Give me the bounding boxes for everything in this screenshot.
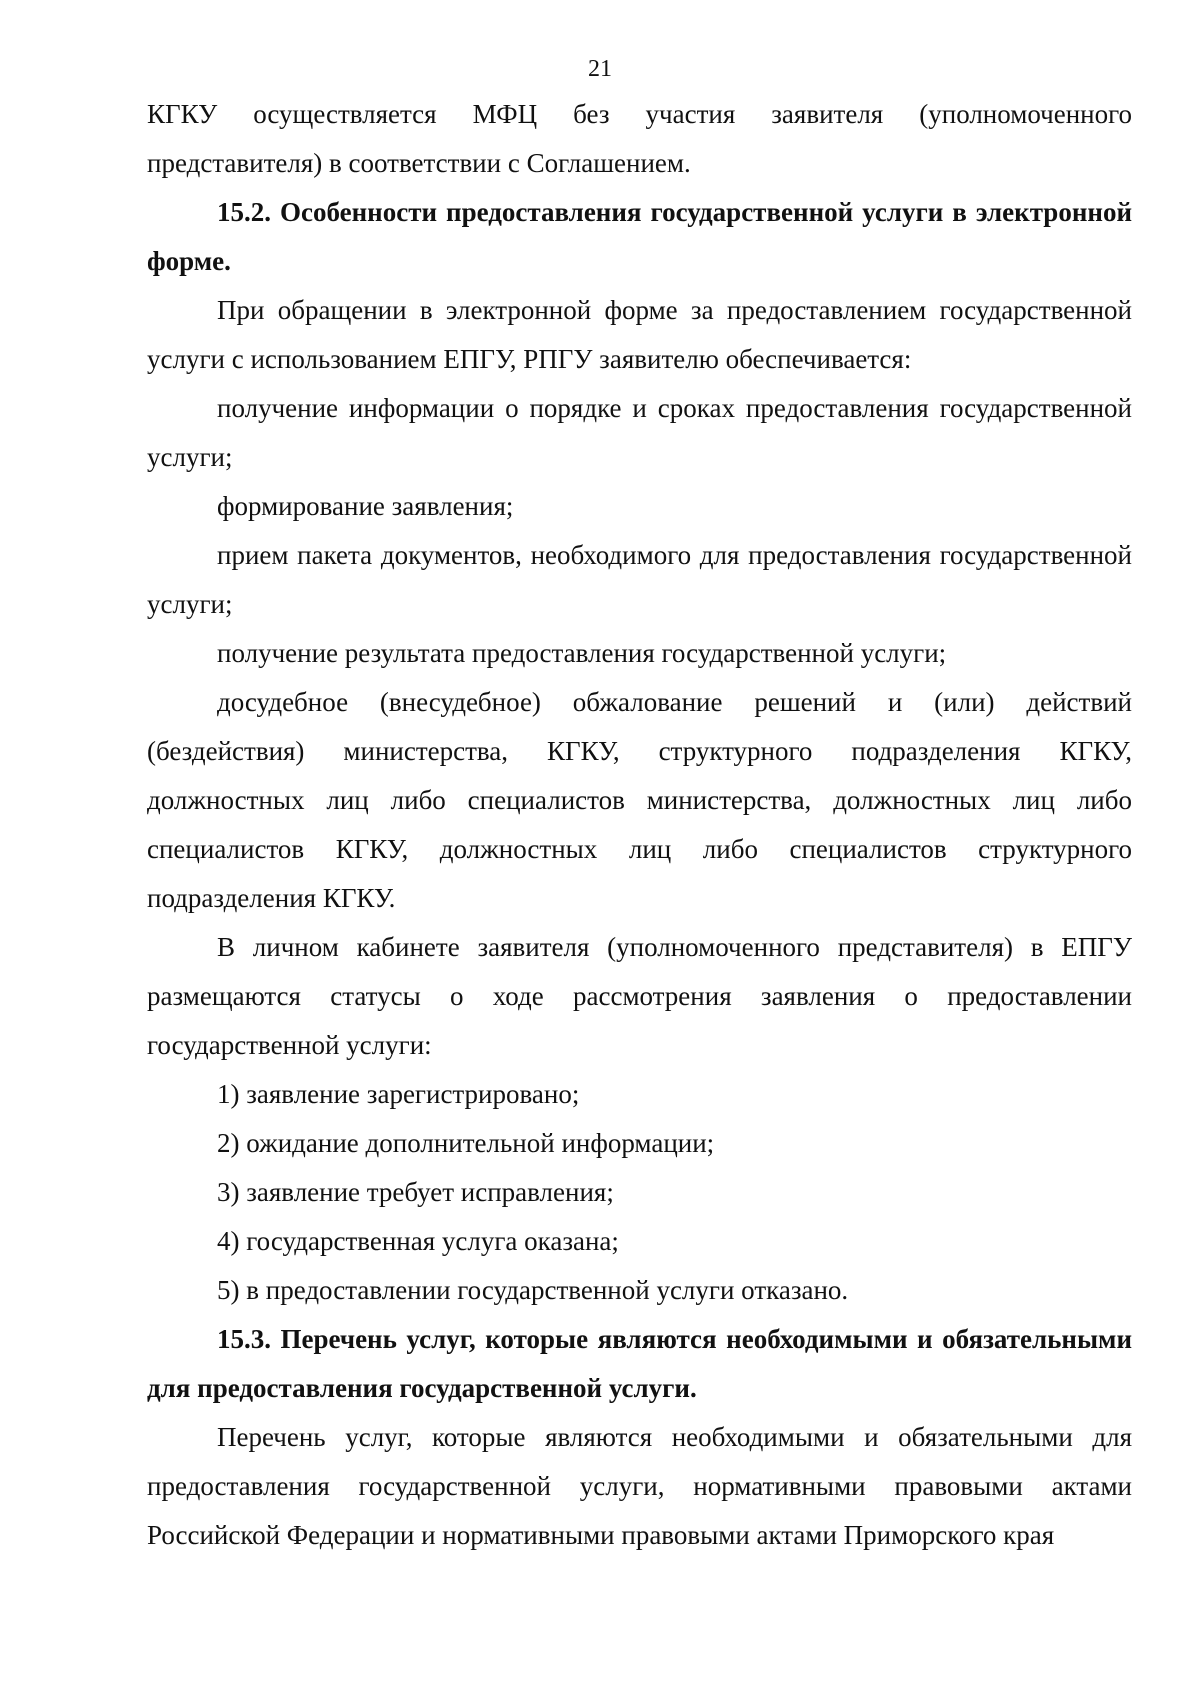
status-item-1: 1) заявление зарегистрировано; — [217, 1079, 580, 1109]
section-heading-15-2: 15.2. Особенности предоставления государственной услуги в электронной форме. — [147, 197, 1132, 276]
paragraph-continuation: КГКУ осуществляется МФЦ без участия заявителя (уполномоченного представителя) в соответствии с Соглашением. — [147, 99, 1132, 178]
paragraph-electronic-form-intro: При обращении в электронной форме за предоставлением государственной услуги с использованием ЕПГУ, РПГУ заявителю обеспечивается: — [147, 295, 1132, 374]
list-item-information: получение информации о порядке и сроках предоставления государственной услуги; — [147, 393, 1132, 472]
list-item-result-receipt: получение результата предоставления государственной услуги; — [217, 638, 947, 668]
status-item-5: 5) в предоставлении государственной услуги отказано. — [217, 1275, 849, 1305]
paragraph-services-list: Перечень услуг, которые являются необходимыми и обязательными для предоставления государственной услуги, нормативными правовыми актами Российской Федерации и нормативными правовыми актами Приморского края — [147, 1422, 1132, 1550]
section-heading-15-3: 15.3. Перечень услуг, которые являются необходимыми и обязательными для предоставления государственной услуги. — [147, 1324, 1132, 1403]
document-body — [147, 90, 1132, 1560]
status-item-2: 2) ожидание дополнительной информации; — [217, 1128, 715, 1158]
status-item-3: 3) заявление требует исправления; — [217, 1177, 614, 1207]
paragraph-personal-account: В личном кабинете заявителя (уполномоченного представителя) в ЕПГУ размещаются статусы о ходе рассмотрения заявления о предоставлении государственной услуги: — [147, 932, 1132, 1060]
status-item-4: 4) государственная услуга оказана; — [217, 1226, 619, 1256]
list-item-application-forming: формирование заявления; — [217, 491, 514, 521]
list-item-pretrial-appeal: досудебное (внесудебное) обжалование решений и (или) действий (бездействия) министерства, КГКУ, структурного подразделения КГКУ, должностных лиц либо специалистов министерства, должностных лиц либо специалистов КГКУ, должностных лиц либо специалистов структурного подразделения КГКУ. — [147, 687, 1132, 913]
list-item-documents-reception: прием пакета документов, необходимого для предоставления государственной услуги; — [147, 540, 1132, 619]
page-number: 21 — [588, 56, 612, 82]
